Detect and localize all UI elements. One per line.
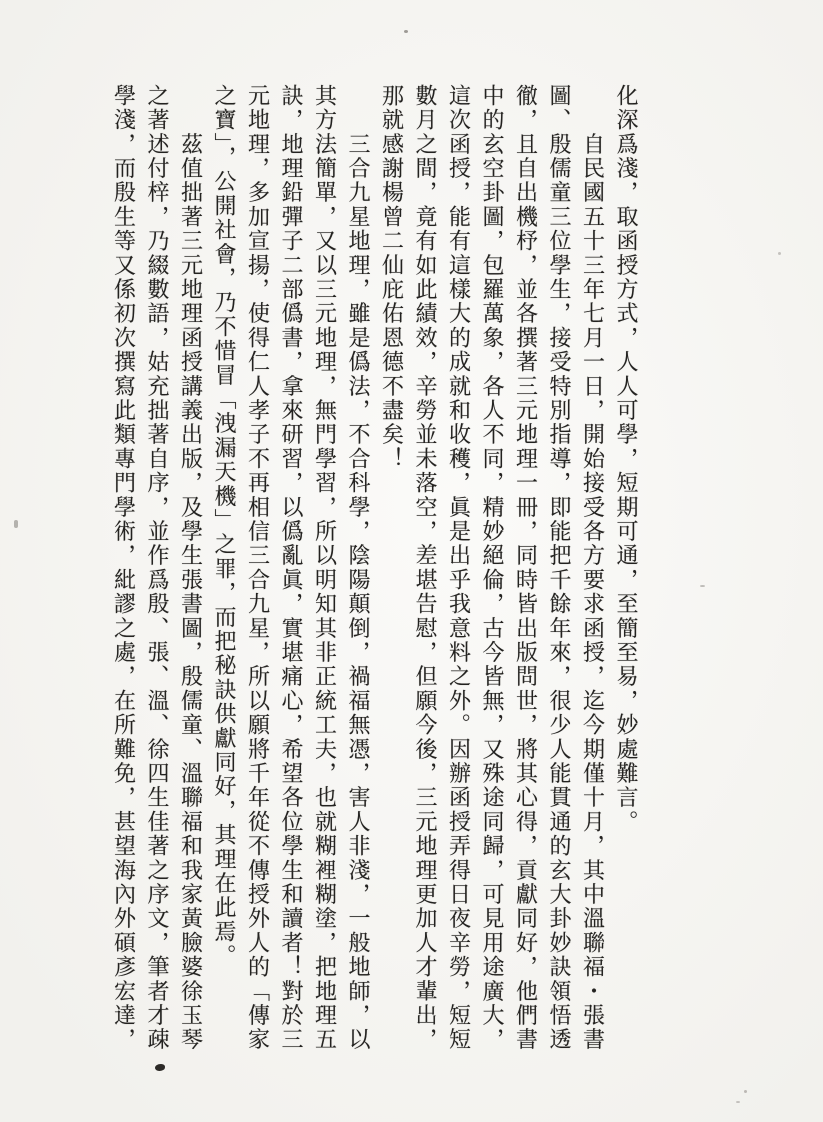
- ink-speck: [155, 1064, 165, 1071]
- text-column-2: 自民國五十三年七月一日，開始接受各方要求函授，迄今期僅十月，其中溫聯福・張書: [580, 84, 606, 1052]
- text-column-11: 訣，地理鉛彈子二部僞書，拿來研習，以僞亂眞，實堪痛心，希望各位學生和讀者！對於三: [279, 84, 304, 1052]
- text-column-4: 徹，且自出機杼，並各撰著三元地理一冊，同時皆出版問世，將其心得，貢獻同好，他們書: [513, 84, 539, 1052]
- text-column-1: 化深爲淺，取函授方式，人人可學，短期可通，至簡至易，妙處難言。: [614, 84, 639, 835]
- text-column-15: 之著述付梓，乃綴數語，姑充拙著自序，並作爲殷、張、溫、徐四生佳著之序文，筆者才疎: [145, 84, 170, 1052]
- scan-speck: [700, 585, 705, 587]
- text-column-8: 那就感謝楊曾二仙庇佑恩德不盡矣！: [379, 84, 405, 472]
- text-column-5: 中的玄空卦圖，包羅萬象，各人不同，精妙絕倫，古今皆無，又殊途同歸，可見用途廣大，: [480, 84, 505, 1052]
- text-column-6: 這次函授，能有這樣大的成就和收穫，眞是出乎我意料之外。因辦函授弄得日夜辛勞，短短: [446, 84, 472, 1052]
- text-column-7: 數月之間，竟有如此績效，辛勞並未落空，差堪告慰，但願今後，三元地理更加人才輩出，: [413, 84, 438, 1052]
- text-column-9: 三合九星地理，雖是僞法，不合科學，陰陽顛倒，禍福無憑，害人非淺，一般地師，以: [346, 84, 371, 1052]
- vertical-text-block: [107, 84, 643, 1066]
- text-column-12: 元地理，多加宣揚，使得仁人孝子不再相信三合九星，所以願將千年從不傳授外人的「傳家: [245, 84, 271, 1052]
- text-column-13: 之寶」，公開社會，乃不惜冒「洩漏天機」之罪，而把秘訣供獻同好，其理在此焉。: [212, 84, 237, 969]
- text-column-10: 其方法簡單，又以三元地理，無門學習，所以明知其非正統工夫，也就糊裡糊塗，把地理五: [312, 84, 338, 1052]
- text-column-3: 圖、殷儒童三位學生，接受特別指導，即能把千餘年來，很少人能貫通的玄大卦妙訣領悟透: [547, 84, 572, 1052]
- scan-speck: [404, 30, 408, 33]
- scan-speck: [778, 252, 781, 255]
- scan-speck: [744, 1090, 747, 1093]
- scan-speck: [736, 1101, 740, 1103]
- scan-speck: [14, 520, 18, 528]
- text-column-14: 茲值拙著三元地理函授講義出版，及學生張書圖，殷儒童、溫聯福和我家黃臉婆徐玉琴: [178, 84, 204, 1052]
- text-column-16: 學淺，而殷生等又係初次撰寫此類專門學術，紕謬之處，在所難免，甚望海內外碩彥宏達，: [111, 84, 137, 1052]
